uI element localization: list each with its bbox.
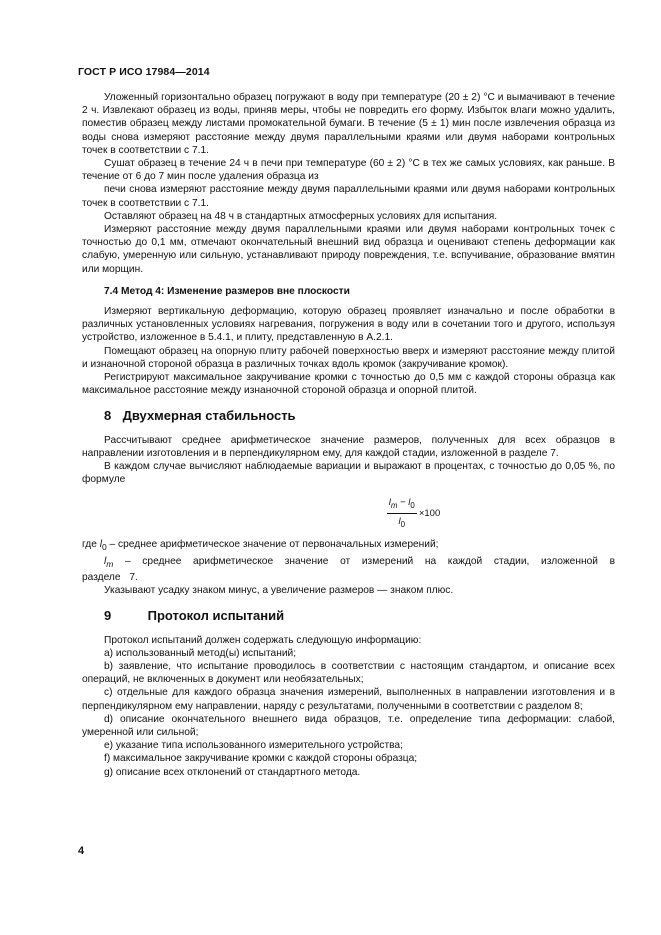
paragraph-9-intro: Протокол испытаний должен содержать следующую информацию: [104,634,422,646]
formula-denominator: $l_0$ [398,515,406,529]
definition-lm: $l_m$ – среднее арифметическое значение от измерений на каждой стадии, изложенной в разделе 7. [82,555,615,583]
section-9-number: 9 [104,608,112,624]
paragraph-measure-again: печи снова измеряют расстояние между двумя параллельными краями или двумя наборами контрольных точек в соответствии с 7.1. [82,184,615,209]
paragraph-8-2: В каждом случае вычисляют наблюдаемые вариации и выражают в процентах, с точностью до 0,05 %, по формуле [82,461,615,486]
list-item-d: d) описание окончательного внешнего вида образцов, т.е. определение типа деформации: слабой, умеренной или сильной; [82,713,615,738]
list-item-e: e) указание типа использованного измерительного устройства; [104,740,403,752]
paragraph-final-measure: Измеряют расстояние между двумя параллельными краями или двумя наборами контрольных точек с точностью до 0,1 мм, отмечают окончательный внешний вид образца и оценивают степень деформации как слабую, умеренную или сильную, устанавливают природу повреждения, т.е. вспучивание, образование вмятин или морщин. [82,224,615,275]
section-7-4-heading: 7.4 Метод 4: Изменение размеров вне плоскости [104,285,350,297]
formula-numerator: $l_m - l_0$ [387,496,417,514]
formula-fraction [387,496,417,531]
paragraph-condition: Оставляют образец на 48 ч в стандартных атмосферных условиях для испытания. [104,210,498,222]
section-8-number: 8 [104,408,112,424]
list-item-a: a) использованный метод(ы) испытаний; [104,647,297,659]
document-header: ГОСТ Р ИСО 17984—2014 [78,66,210,78]
formula [212,498,615,528]
paragraph-8-1: Рассчитывают среднее арифметическое значение размеров, полученных для всех образцов в направлении изготовления и в перпендикулярном ему, для каждой стадии, изложенной в разделе 7. [82,434,615,459]
formula-multiplier: ×100 [418,507,441,519]
list-item-c: c) отдельные для каждого образца значения измерений, выполненных в направлении изготовления и в перпендикулярном ему направлении, наряду с результатами, полученными в соответствии с разделом 8; [82,687,615,712]
paragraph-dry: Сушат образец в течение 24 ч в печи при температуре (60 ± 2) °С в тех же самых условиях, как раньше. В течение от 6 до 7 мин после удаления образца из [82,158,615,183]
paragraph-7-4-2: Помещают образец на опорную плиту рабочей поверхностью вверх и измеряют расстояние между плитой и изнаночной стороной образца в различных точках вдоль кромок (закручивание кромок). [82,345,615,370]
section-8-title: Двухмерная стабильность [122,408,296,424]
paragraph-8-sign: Указывают усадку знаком минус, а увеличение размеров — знаком плюс. [104,585,454,597]
section-8-heading [104,409,615,422]
list-item-b: b) заявление, что испытание проводилось в соответствии с настоящим стандартом, и описание всех операций, не включенных в документ или необязательных; [82,660,615,686]
paragraph-soak: Уложенный горизонтально образец погружают в воду при температуре (20 ± 2) °С и вымачивают в течение 2 ч. Извлекают образец из воды, приняв меры, чтобы не повредить его форму. Избыток влаги можно удалить, поместив образец между листами промокательной бумаги. В течение (5 ± 1) мин после извлечения образца из воды снова измеряют расстояние между двумя параллельными краями или двумя наборами контрольных точек в соответствии с 7.1. [82,92,615,156]
paragraph-7-4-1: Измеряют вертикальную деформацию, которую образец проявляет изначально и после обработки в различных установленных условиях нагревания, погружения в воду или в сочетании того и другого, используя устройство, изложенное в 5.4.1, и плиту, представленную в А.2.1. [82,306,615,344]
paragraph-7-4-3: Регистрируют максимальное закручивание кромки с точностью до 0,5 мм с каждой стороны образца как максимальное расстояние между изнаночной стороной образца и опорной плитой. [82,372,615,397]
definition-l0: где $l_0$ – среднее арифметическое значение от первоначальных измерений; [82,539,439,553]
section-9-title: Протокол испытаний [147,608,285,624]
list-item-g: g) описание всех отклонений от стандартного метода. [104,766,361,778]
list-item-f: f) максимальное закручивание кромки с каждой стороны образца; [104,753,418,765]
section-9-heading [104,609,615,622]
document-body [82,91,615,779]
page-number: 4 [78,845,85,857]
